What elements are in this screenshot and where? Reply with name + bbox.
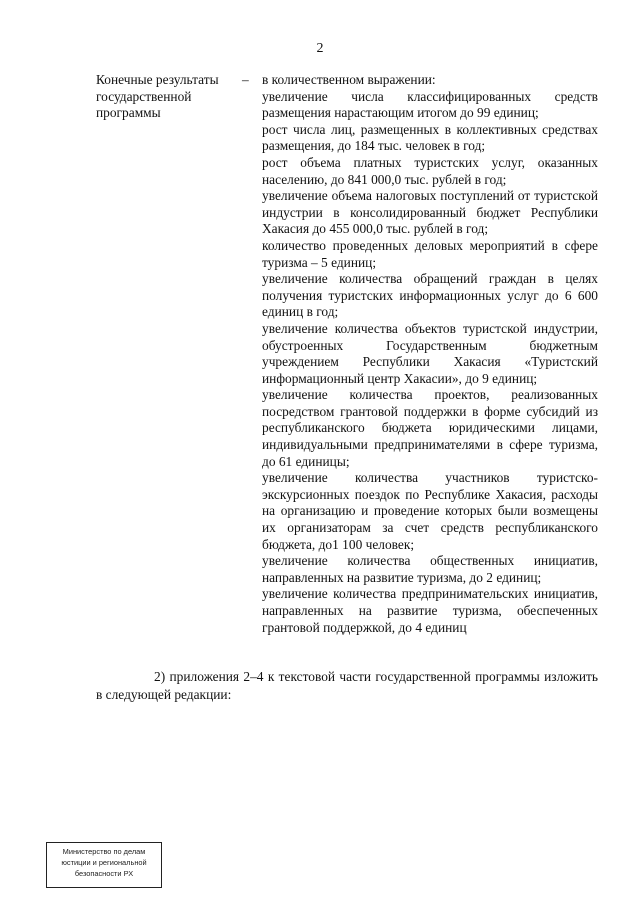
result-item: увеличение количества объектов туристской индустрии, обустроенных Государственным бюджетным учреждением Республики Хакасия «Туристский информационный центр Хакасии», до 9 единиц; bbox=[262, 320, 598, 386]
stamp-line: Министерство по делам bbox=[62, 847, 146, 856]
stamp-line: юстиции и региональной bbox=[61, 858, 147, 867]
row-label bbox=[96, 72, 236, 122]
row-label-line: государственной bbox=[96, 88, 192, 104]
result-item: количество проведенных деловых мероприятий в сфере туризма – 5 единиц; bbox=[262, 237, 598, 270]
result-item: увеличение количества проектов, реализованных посредством грантовой поддержки в форме субсидий из республиканского бюджета юридическими лицами, индивидуальными предпринимателями в сфере туризма, до 61 единицы; bbox=[262, 387, 598, 469]
result-item: увеличение количества общественных инициатив, направленных на развитие туризма, до 2 единиц; bbox=[262, 553, 598, 585]
amendment-paragraph: 2) приложения 2–4 к текстовой части государственной программы изложить в следующей редакции: bbox=[96, 669, 598, 702]
row-label-line: Конечные результаты bbox=[96, 72, 219, 87]
result-item: увеличение числа классифицированных средств размещения нарастающим итогом до 99 единиц; bbox=[262, 88, 598, 121]
result-item: увеличение количества участников туристско-экскурсионных поездок по Республике Хакасия, расходы на организацию и проведение которых были возмещены их организаторам за счет средств республиканского бюджета, до1 100 человек; bbox=[262, 470, 598, 552]
results-intro: в количественном выражении: bbox=[262, 72, 436, 87]
ministry-stamp bbox=[46, 842, 162, 888]
result-item: увеличение объема налоговых поступлений от туристской индустрии в консолидированный бюджет Республики Хакасия до 455 000,0 тыс. рублей в год; bbox=[262, 188, 598, 237]
result-item: рост числа лиц, размещенных в коллективных средствах размещения, до 184 тыс. человек в год; bbox=[262, 121, 598, 154]
results-list bbox=[262, 72, 598, 636]
result-item: увеличение количества обращений граждан в целях получения туристских информационных услуг до 6 600 единиц в год; bbox=[262, 271, 598, 320]
result-item: рост объема платных туристских услуг, оказанных населению, до 841 000,0 тыс. рублей в год; bbox=[262, 154, 598, 187]
result-item: увеличение количества предпринимательских инициатив, направленных на развитие туризма, обеспеченных грантовой поддержкой, до 4 единиц bbox=[262, 586, 598, 635]
stamp-line: безопасности РХ bbox=[74, 869, 134, 878]
row-label-line: программы bbox=[96, 105, 161, 121]
page-number: 2 bbox=[316, 41, 324, 56]
dash-separator: – bbox=[242, 72, 249, 87]
